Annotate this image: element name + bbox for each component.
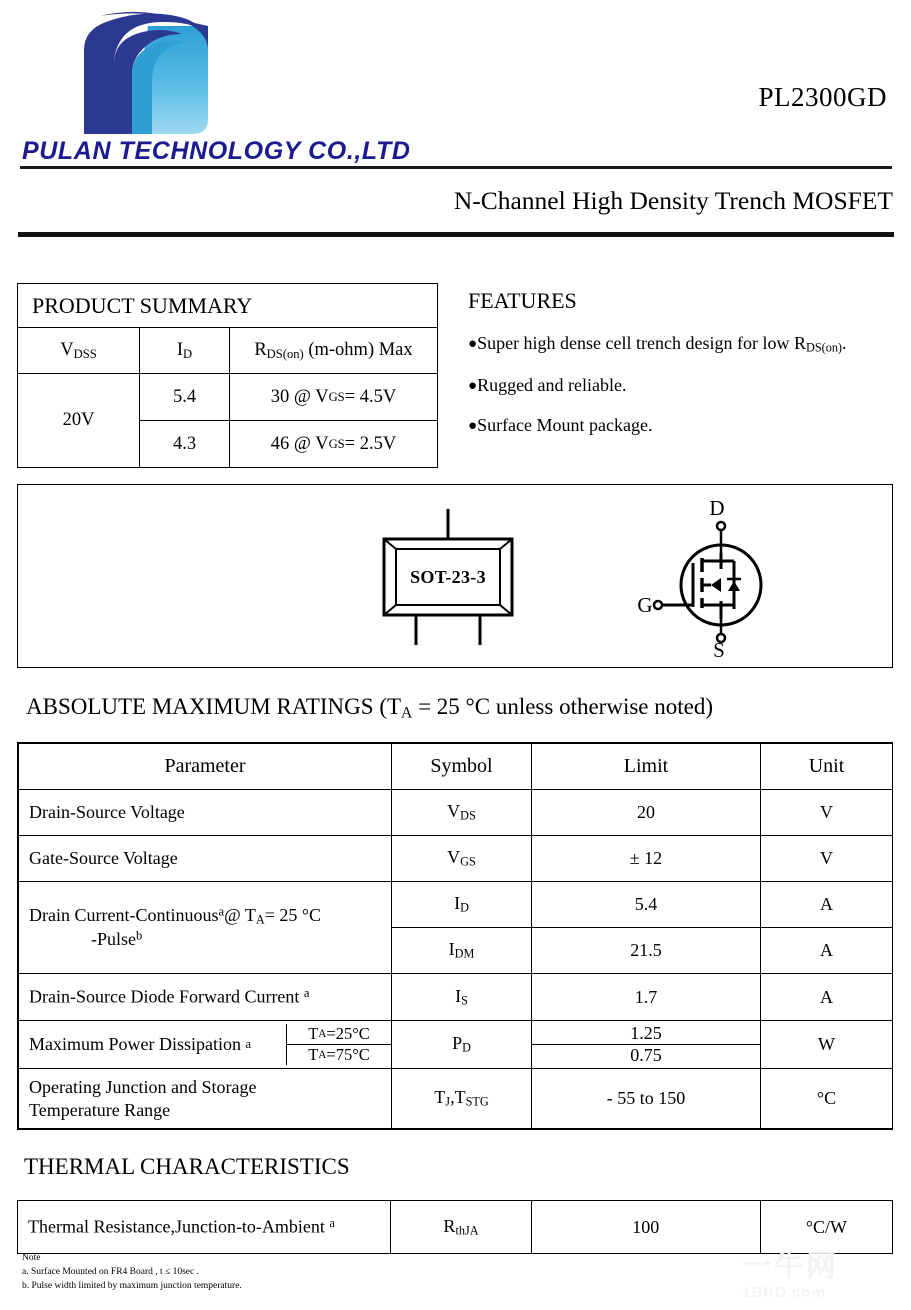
table-row [140,421,437,467]
limit-pd-25: 1.25 [532,1023,760,1045]
cell-unit: °C/W [760,1201,892,1254]
table-row [19,790,893,836]
cell-id-2: 4.3 [140,421,230,467]
header-rdson: $R_{DS(on)}$ (m-ohm) Max [254,339,413,361]
power-dissipation-label: Maximum Power Dissipation a [19,1024,287,1065]
power-dissipation-conditions [287,1024,391,1065]
cell-limit: 5.4 [532,882,761,928]
cell-unit: A [761,974,893,1021]
header-id: $I_D$ [140,328,230,373]
cell-parameter: Drain-Source Diode Forward Current $^a$ [19,974,392,1021]
notes-section [22,1252,242,1293]
cell-unit: W [761,1021,893,1069]
product-summary-table [17,283,438,468]
sot23-package-icon [368,507,528,647]
cell-symbol: $I_D$ [392,882,532,928]
condition-ta75: T A =75°C [308,1045,370,1064]
table-header-row [19,744,893,790]
page-header [0,0,911,215]
cell-id-1: 5.4 [140,374,230,420]
cell-parameter-drain-current: Drain Current-Continuous$^a$@ $T_A= 25$ °C -Pulse$^b$ [19,882,392,974]
cell-symbol: $I_{DM}$ [392,928,532,974]
product-summary-header-row [18,328,437,374]
feature-item-3: ●Surface Mount package. [468,414,653,435]
condition-ta25: T A =25°C [287,1024,391,1045]
pin-label-drain: D [709,496,725,520]
table-row [18,1201,893,1254]
cell-symbol: $T_J,T_{STG}$ [392,1069,532,1129]
cell-unit: A [761,882,893,928]
cell-unit: A [761,928,893,974]
cell-symbol: $P_D$ [392,1021,532,1069]
thermal-characteristics-table [17,1200,893,1254]
cell-unit: V [761,836,893,882]
col-header-unit: Unit [761,744,893,790]
note-item-b: b. Pulse width limited by maximum junction temperature. [22,1280,242,1291]
cell-parameter: Operating Junction and Storage Temperature Range [19,1069,392,1129]
table-row [19,1069,893,1129]
notes-heading: Note [22,1253,41,1263]
feature-item-1: ●Super high dense cell trench design for low $R_{DS(on)}$. [468,333,847,355]
thermal-characteristics-title: THERMAL CHARACTERISTICS [24,1154,350,1179]
col-header-parameter: Parameter [19,744,392,790]
company-name: PULAN TECHNOLOGY CO.,LTD [22,137,411,165]
cell-vdss-value: 20V [18,374,140,467]
pulan-logo [40,8,225,143]
col-header-symbol: Symbol [392,744,532,790]
bullet-icon: ● [468,417,478,434]
cell-rds-1: 30 @ V GS = 4.5V [270,386,397,407]
watermark-cn: 一牛网 [742,1249,838,1284]
cell-limit: 100 [531,1201,760,1254]
absolute-max-ratings-table [17,742,893,1130]
cell-parameter: Thermal Resistance,Junction-to-Ambient $^a$ [18,1201,391,1254]
table-row [19,1021,893,1069]
cell-parameter: Gate-Source Voltage [19,836,392,882]
feature-item-2: ●Rugged and reliable. [468,374,627,395]
cell-limit: 1.7 [532,974,761,1021]
cell-unit: °C [761,1069,893,1129]
watermark-en: 1BRD.com [742,1284,826,1301]
table-row [19,882,893,928]
cell-parameter-power-dissipation [19,1021,392,1069]
cell-symbol: $I_S$ [392,974,532,1021]
cell-limit: ± 12 [532,836,761,882]
features-title: FEATURES [468,288,577,313]
product-summary-grid [18,328,437,467]
cell-limit: - 55 to 150 [532,1069,761,1129]
package-and-symbol-box [17,484,893,668]
header-vdss: $V_{DSS}$ [18,328,140,373]
cell-parameter: Drain-Source Voltage [19,790,392,836]
cell-symbol: $V_{GS}$ [392,836,532,882]
cell-limit: 20 [532,790,761,836]
cell-limit: 21.5 [532,928,761,974]
logo-graphic [40,8,225,143]
table-row [19,974,893,1021]
note-item-a: a. Surface Mounted on FR4 Board , t ≤ 10sec . [22,1266,199,1277]
pin-label-gate: G [637,593,653,617]
product-summary-rows [140,374,437,467]
bullet-icon: ● [468,336,478,352]
part-number: PL2300GD [758,82,887,112]
cell-rds-2: 46 @ V GS = 2.5V [270,433,397,454]
product-subtitle: N-Channel High Density Trench MOSFET [453,186,893,215]
site-watermark [742,1249,907,1310]
cell-limit-power [532,1021,761,1069]
header-divider-thin [20,166,892,169]
mosfet-symbol-icon [631,495,811,660]
cell-symbol: $R_{thJA}$ [391,1201,531,1254]
col-header-limit: Limit [532,744,761,790]
pin-label-source: S [713,638,725,660]
product-summary-title: PRODUCT SUMMARY [18,284,437,328]
cell-symbol: $V_{DS}$ [392,790,532,836]
features-section [468,288,898,436]
cell-unit: V [761,790,893,836]
package-label: SOT-23-3 [410,566,486,587]
product-summary-body [18,374,437,467]
bullet-icon: ● [468,377,478,394]
table-row [140,374,437,421]
header-divider-thick [18,232,894,237]
limit-pd-75: 0.75 [630,1045,662,1065]
table-row [19,836,893,882]
absolute-max-ratings-title: ABSOLUTE MAXIMUM RATINGS ($T_A = 25$ °C unless otherwise noted) [26,694,714,722]
